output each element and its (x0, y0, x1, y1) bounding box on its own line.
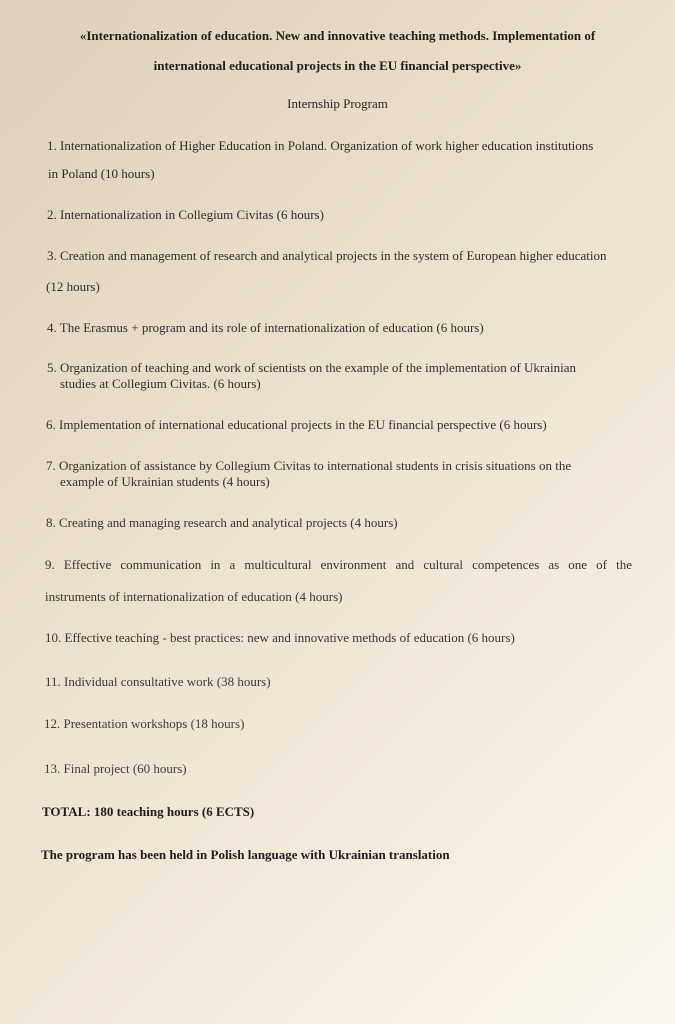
list-item-6: 6. Implementation of international educational projects in the EU financial perspective (6 hours) (46, 417, 547, 432)
list-item-9-line-1: 9. Effective communication in a multicultural environment and cultural competences as one of the (45, 557, 632, 572)
list-item-3-line-2: (12 hours) (46, 279, 100, 294)
document-title-line-1: «Internationalization of education. New and innovative teaching methods. Implementation of (79, 28, 596, 43)
list-item-12: 12. Presentation workshops (18 hours) (44, 716, 245, 731)
list-item-5-line-1: 5. Organization of teaching and work of scientists on the example of the implementation of Ukrainian (47, 360, 577, 375)
list-item-1-line-1: 1. Internationalization of Higher Education in Poland. Organization of work higher education institutions (47, 138, 594, 153)
list-item-7-line-2: example of Ukrainian students (4 hours) (60, 474, 270, 489)
list-item-11: 11. Individual consultative work (38 hours) (45, 674, 271, 689)
list-item-13: 13. Final project (60 hours) (44, 761, 187, 776)
list-item-8: 8. Creating and managing research and analytical projects (4 hours) (46, 515, 398, 530)
list-item-1-line-2: in Poland (10 hours) (48, 166, 155, 181)
list-item-10: 10. Effective teaching - best practices: new and innovative methods of education (6 hours) (45, 630, 515, 645)
list-item-9-line-2: instruments of internationalization of education (4 hours) (45, 589, 343, 604)
list-item-2: 2. Internationalization in Collegium Civitas (6 hours) (47, 207, 324, 222)
list-item-4: 4. The Erasmus + program and its role of internationalization of education (6 hours) (47, 320, 484, 335)
language-note: The program has been held in Polish language with Ukrainian translation (41, 847, 450, 862)
document-title-line-2: international educational projects in the EU financial perspective» (153, 58, 522, 73)
total-hours: TOTAL: 180 teaching hours (6 ECTS) (42, 804, 255, 819)
document-subtitle: Internship Program (287, 96, 388, 111)
list-item-7-line-1: 7. Organization of assistance by Collegium Civitas to international students in crisis situations on the (46, 458, 572, 473)
list-item-3-line-1: 3. Creation and management of research and analytical projects in the system of European higher education (47, 248, 607, 263)
list-item-5-line-2: studies at Collegium Civitas. (6 hours) (60, 376, 261, 391)
